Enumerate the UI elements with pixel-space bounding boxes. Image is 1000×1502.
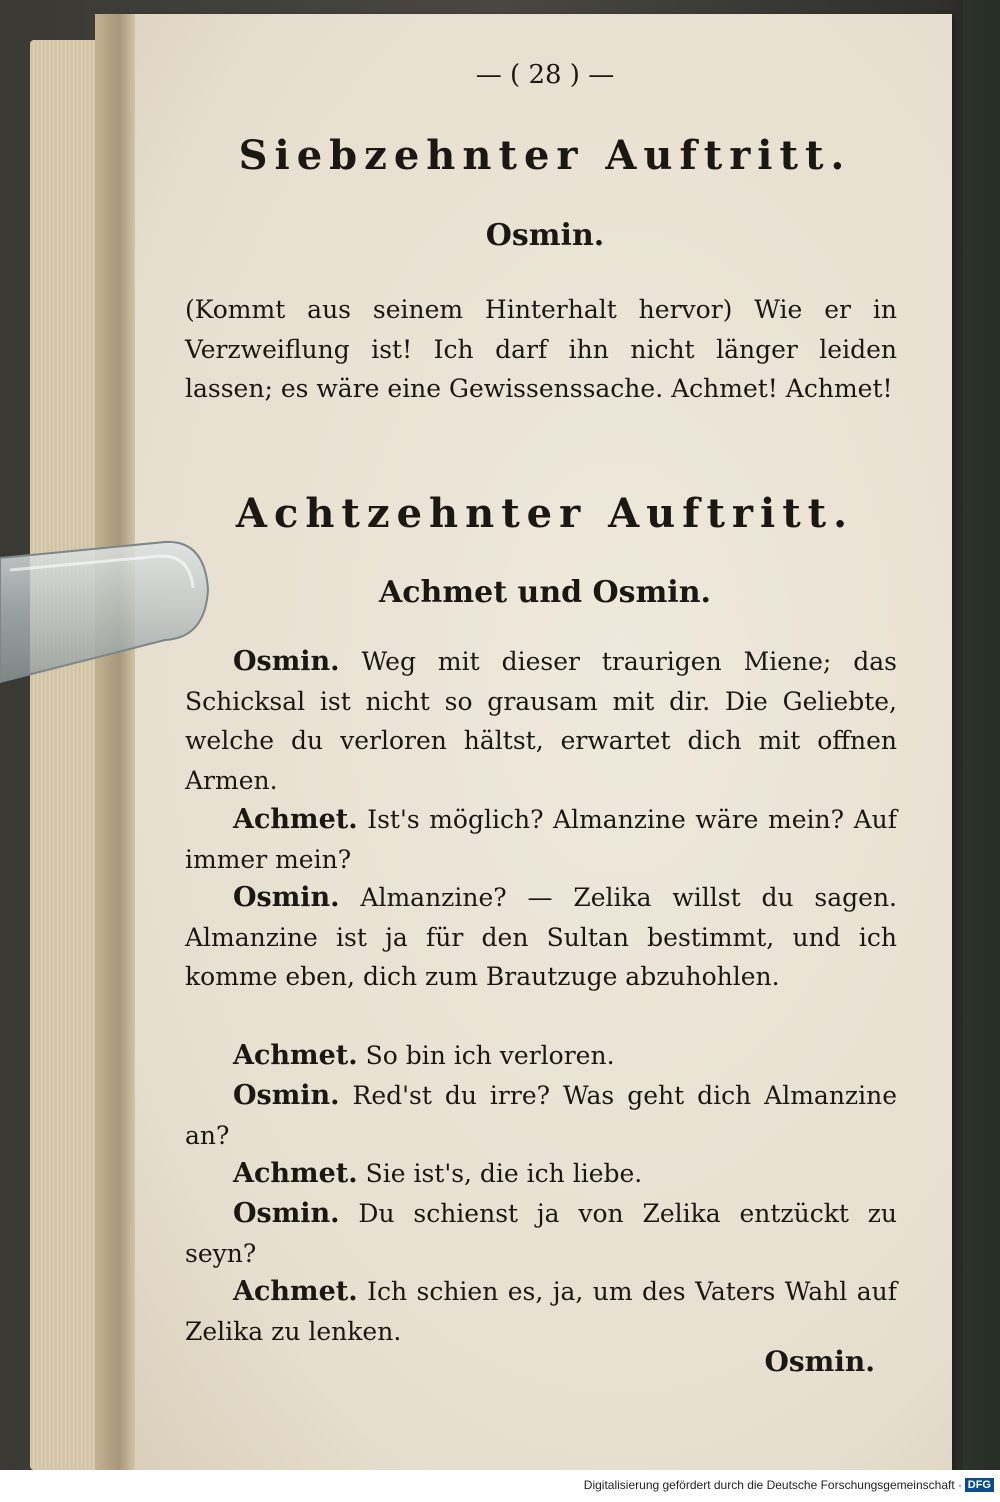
dialogue-line bbox=[185, 1036, 897, 1076]
speaker-name: Osmin. bbox=[233, 1080, 340, 1111]
dialogue-line bbox=[185, 800, 897, 879]
footer-credit: Digitalisierung gefördert durch die Deutsche Forschungsgemeinschaft · bbox=[583, 1478, 962, 1492]
dialogue-text: Ist's möglich? Almanzine wäre mein? Auf immer mein? bbox=[185, 805, 897, 874]
dialogue-line bbox=[185, 1194, 897, 1273]
glass-clip-weight bbox=[0, 540, 210, 685]
scene-18-heading: Achtzehnter Auftritt. bbox=[235, 490, 855, 537]
speaker-name: Achmet. bbox=[233, 804, 358, 835]
speaker-name: Achmet. bbox=[233, 1276, 358, 1307]
dialogue-text: So bin ich verloren. bbox=[365, 1041, 615, 1070]
speaker-name: Osmin. bbox=[233, 646, 340, 677]
scene-18-characters: Achmet und Osmin. bbox=[379, 575, 711, 610]
catchword: Osmin. bbox=[764, 1345, 875, 1378]
scene-17-characters: Osmin. bbox=[485, 218, 605, 253]
book-cover-right bbox=[963, 0, 1000, 1470]
footer-bar bbox=[0, 1470, 1000, 1502]
dialogue-line bbox=[185, 1272, 897, 1351]
speaker-name: Osmin. bbox=[233, 882, 340, 913]
dialogue-line bbox=[185, 1154, 897, 1194]
speaker-name: Achmet. bbox=[233, 1040, 358, 1071]
dialogue-text: Red'st du irre? Was geht dich Almanzine an? bbox=[185, 1081, 897, 1150]
scene-17-heading: Siebzehnter Auftritt. bbox=[238, 132, 852, 179]
dialogue-text: Weg mit dieser traurigen Miene; das Schicksal ist nicht so grausam mit dir. Die Geliebte, welche du verloren hältst, erwartet dich mit offnen Armen. bbox=[185, 647, 897, 795]
dialogue-text: Sie ist's, die ich liebe. bbox=[365, 1159, 643, 1188]
page-gutter bbox=[95, 14, 135, 1470]
dialogue-text: Ich schien es, ja, um des Vaters Wahl auf Zelika zu lenken. bbox=[185, 1277, 897, 1346]
dfg-logo: DFG bbox=[965, 1478, 994, 1492]
dialogue-line bbox=[185, 1076, 897, 1155]
speaker-name: Osmin. bbox=[233, 1198, 340, 1229]
page-number: — ( 28 ) — bbox=[475, 60, 615, 90]
dialogue-line bbox=[185, 878, 897, 997]
dialogue-line bbox=[185, 642, 897, 800]
scene-17-stage-text: (Kommt aus seinem Hinterhalt hervor) Wie er in Verzweiflung ist! Ich darf ihn nicht länger leiden lassen; es wäre eine Gewissenssache. Achmet! Achmet! bbox=[185, 295, 897, 403]
dialogue-text: Almanzine? — Zelika willst du sagen. Almanzine ist ja für den Sultan bestimmt, und ich komme eben, dich zum Brautzuge abzuhohlen. bbox=[185, 883, 897, 991]
dialogue-text: Du schienst ja von Zelika entzückt zu seyn? bbox=[185, 1199, 897, 1268]
speaker-name: Achmet. bbox=[233, 1158, 358, 1189]
